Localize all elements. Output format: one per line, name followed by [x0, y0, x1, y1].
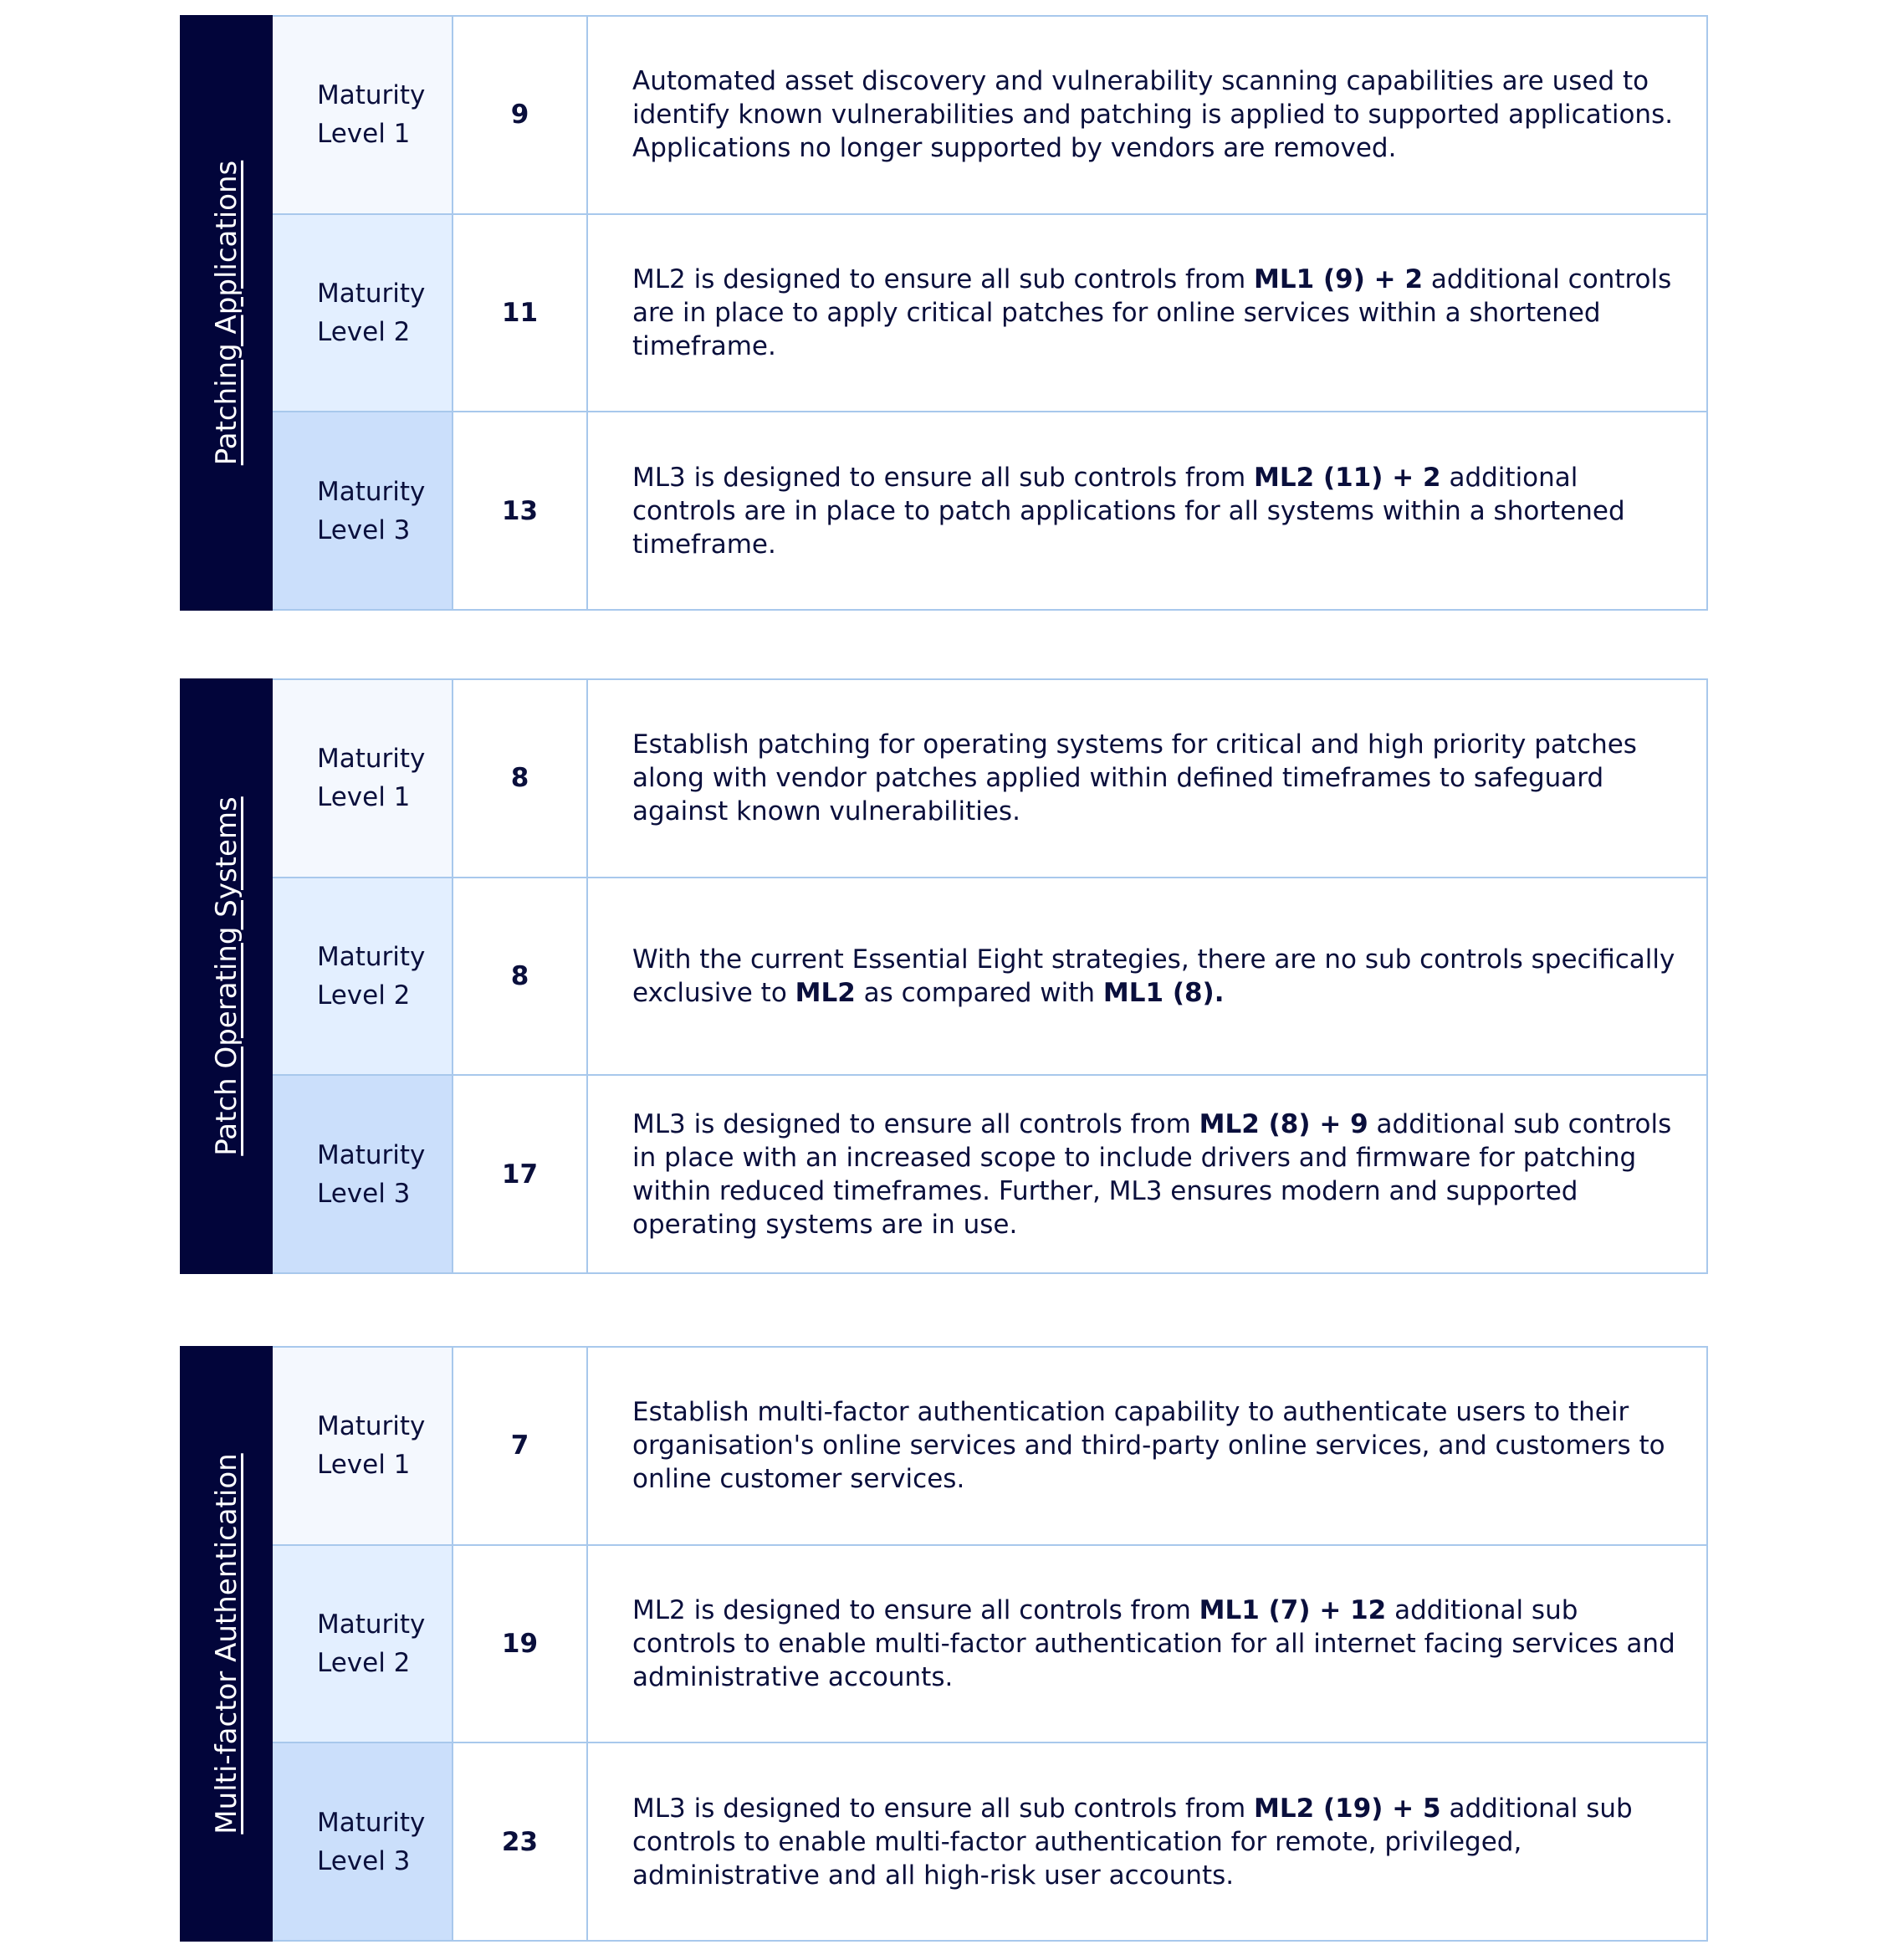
- control-count: 23: [453, 1743, 588, 1940]
- description: With the current Essential Eight strategies, there are no sub controls specifically exclusive to ML2 as compared with ML1 (8).: [588, 878, 1706, 1075]
- level-word: Maturity: [317, 1807, 426, 1838]
- level-number: Level 2: [317, 317, 411, 347]
- section-title: Patching Applications: [209, 160, 243, 466]
- control-count: 17: [453, 1076, 588, 1272]
- control-count: 8: [453, 680, 588, 877]
- maturity-level-cell: [273, 1546, 453, 1743]
- control-count: 9: [453, 17, 588, 213]
- level-word: Maturity: [317, 1411, 426, 1442]
- level-number: Level 1: [317, 119, 411, 150]
- maturity-level-cell: [273, 412, 453, 609]
- description: ML3 is designed to ensure all controls from ML2 (8) + 9 additional sub controls in place with an increased scope to include drivers and firmware for patching within reduced timeframes. Further, ML3 ensures modern and supported operating systems are in use.: [588, 1076, 1706, 1272]
- level-word: Maturity: [317, 744, 426, 775]
- description: ML3 is designed to ensure all sub controls from ML2 (11) + 2 additional controls are in place to patch applications for all systems within a shortened timeframe.: [588, 412, 1706, 609]
- level-number: Level 2: [317, 1648, 411, 1678]
- description: ML2 is designed to ensure all controls from ML1 (7) + 12 additional sub controls to enable multi-factor authentication for all internet facing services and administrative accounts.: [588, 1546, 1706, 1743]
- description: Automated asset discovery and vulnerability scanning capabilities are used to identify known vulnerabilities and patching is applied to supported applications. Applications no longer supported by vendors are removed.: [588, 17, 1706, 213]
- level-word: Maturity: [317, 476, 426, 507]
- section-title-bar: [180, 678, 273, 1274]
- section-patch-operating-systems: [180, 678, 1708, 1274]
- level-number: Level 1: [317, 782, 411, 813]
- maturity-level-cell: [273, 1743, 453, 1940]
- table-row: [273, 1074, 1706, 1272]
- description: ML3 is designed to ensure all sub controls from ML2 (19) + 5 additional sub controls to enable multi-factor authentication for remote, privileged, administrative and all high-risk user accounts.: [588, 1743, 1706, 1940]
- description: Establish multi-factor authentication capability to authenticate users to their organisation's online services and third-party online services, and customers to online customer services.: [588, 1348, 1706, 1544]
- section-title: Multi-factor Authentication: [209, 1453, 243, 1835]
- maturity-level-cell: [273, 878, 453, 1075]
- table-row: [273, 680, 1706, 877]
- control-count: 8: [453, 878, 588, 1075]
- section-multi-factor-authentication: [180, 1346, 1708, 1942]
- section-title-bar: [180, 15, 273, 611]
- level-number: Level 3: [317, 1845, 411, 1876]
- control-count: 11: [453, 215, 588, 412]
- level-number: Level 1: [317, 1450, 411, 1481]
- control-count: 19: [453, 1546, 588, 1743]
- control-count: 7: [453, 1348, 588, 1544]
- maturity-level-cell: [273, 17, 453, 213]
- section-patching-applications: [180, 15, 1708, 611]
- level-number: Level 3: [317, 514, 411, 545]
- table-row: [273, 213, 1706, 412]
- table-row: [273, 1544, 1706, 1743]
- maturity-level-cell: [273, 1348, 453, 1544]
- description: ML2 is designed to ensure all sub controls from ML1 (9) + 2 additional controls are in place to apply critical patches for online services within a shortened timeframe.: [588, 215, 1706, 412]
- level-word: Maturity: [317, 80, 426, 111]
- level-word: Maturity: [317, 1139, 426, 1170]
- maturity-level-cell: [273, 215, 453, 412]
- table-row: [273, 411, 1706, 609]
- maturity-table: [273, 1346, 1708, 1942]
- maturity-level-cell: [273, 1076, 453, 1272]
- description: Establish patching for operating systems for critical and high priority patches along with vendor patches applied within defined timeframes to safeguard against known vulnerabilities.: [588, 680, 1706, 877]
- maturity-table: [273, 15, 1708, 611]
- section-title-bar: [180, 1346, 273, 1942]
- level-word: Maturity: [317, 942, 426, 972]
- level-number: Level 2: [317, 980, 411, 1011]
- maturity-level-cell: [273, 680, 453, 877]
- table-row: [273, 877, 1706, 1075]
- table-row: [273, 17, 1706, 213]
- maturity-table: [273, 678, 1708, 1274]
- level-word: Maturity: [317, 279, 426, 309]
- table-row: [273, 1348, 1706, 1544]
- level-number: Level 3: [317, 1178, 411, 1209]
- level-word: Maturity: [317, 1609, 426, 1640]
- control-count: 13: [453, 412, 588, 609]
- section-title: Patch Operating Systems: [209, 796, 243, 1156]
- table-row: [273, 1742, 1706, 1940]
